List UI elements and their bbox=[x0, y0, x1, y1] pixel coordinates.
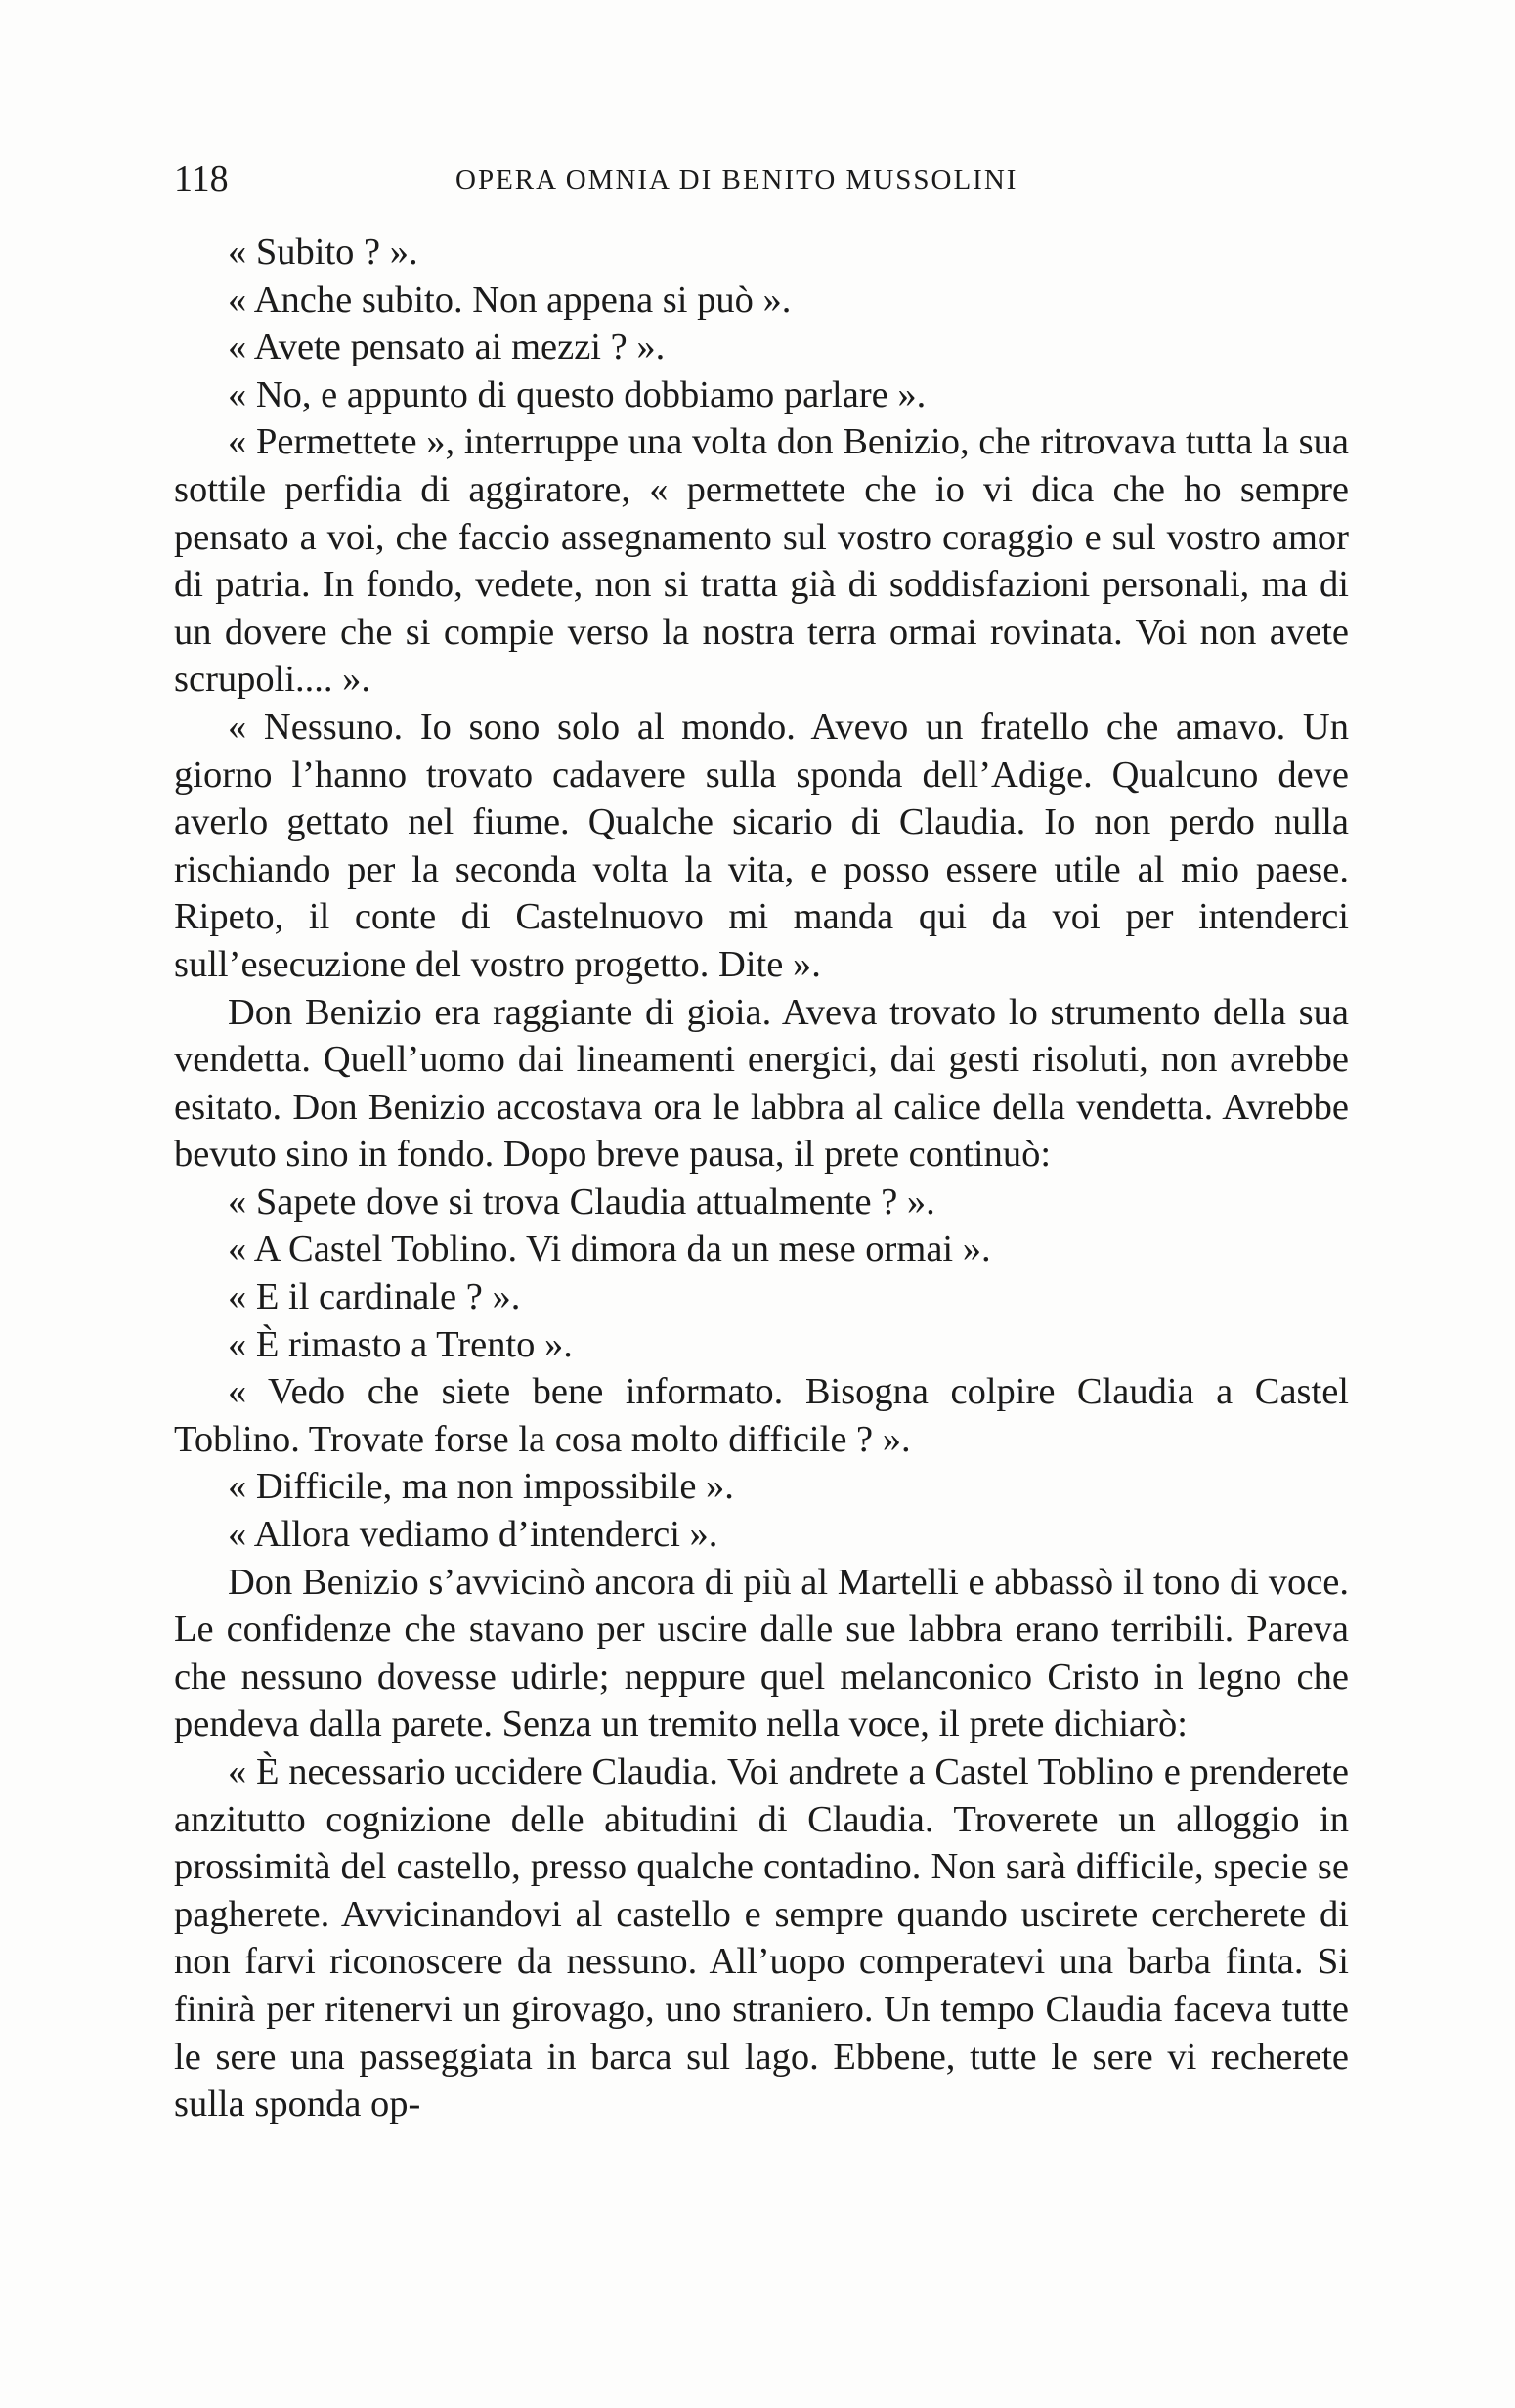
paragraph: « È rimasto a Trento ». bbox=[228, 1323, 573, 1365]
paragraph: « Vedo che siete bene informato. Bisogna colpire Claudia a Castel Toblino. Trovate forse la cosa molto difficile ? ». bbox=[174, 1371, 1349, 1460]
paragraph: « Nessuno. Io sono solo al mondo. Avevo un fratello che amavo. Un giorno l’hanno trovato cadavere sulla sponda dell’Adige. Qualcuno deve averlo gettato nel fiume. Qualche sicario di Claudia. Io non perdo nulla rischiando per la seconda volta la vita, e posso essere utile al mio paese. Ripeto, il conte di Castelnuovo mi manda qui da voi per intenderci sull’esecuzione del vostro progetto. Dite ». bbox=[174, 706, 1349, 985]
running-title: OPERA OMNIA DI BENITO MUSSOLINI bbox=[455, 164, 1018, 195]
paragraph: « Anche subito. Non appena si può ». bbox=[228, 279, 792, 321]
paragraph: « A Castel Toblino. Vi dimora da un mese ormai ». bbox=[228, 1228, 991, 1270]
page-header bbox=[174, 154, 1347, 203]
paragraph: « Avete pensato ai mezzi ? ». bbox=[228, 326, 666, 368]
paragraph: « È necessario uccidere Claudia. Voi andrete a Castel Toblino e prenderete anzitutto cognizione delle abitudini di Claudia. Troverete un alloggio in prossimità del castello, presso qualche contadino. Non sarà difficile, specie se pagherete. Avvicinandovi al castello e sempre quando uscirete cercherete di non farvi riconoscere da nessuno. All’uopo comperatevi una barba finta. Si finirà per ritenervi un girovago, uno straniero. Un tempo Claudia faceva tutte le sere una passeggiata in barca sul lago. Ebbene, tutte le sere vi recherete sulla sponda op- bbox=[174, 1751, 1349, 2126]
paragraph: « Sapete dove si trova Claudia attualmente ? ». bbox=[228, 1181, 935, 1223]
paragraph: « No, e appunto di questo dobbiamo parlare ». bbox=[228, 373, 927, 415]
paragraph: « Allora vediamo d’intenderci ». bbox=[228, 1514, 718, 1556]
paragraph: « E il cardinale ? ». bbox=[228, 1276, 521, 1318]
paragraph: « Difficile, ma non impossibile ». bbox=[228, 1466, 734, 1508]
paragraph: « Permettete », interruppe una volta don Benizio, che ritrovava tutta la sua sottile perfidia di aggiratore, « permettete che io vi dica che ho sempre pensato a voi, che faccio assegnamento sul vostro coraggio e sul vostro amor di patria. In fondo, vedete, non si tratta già di soddisfazioni personali, ma di un dovere che si compie verso la nostra terra ormai rovinata. Voi non avete scrupoli.... ». bbox=[174, 421, 1349, 701]
page-number: 118 bbox=[174, 158, 229, 199]
paragraph: Don Benizio s’avvicinò ancora di più al Martelli e abbassò il tono di voce. Le confidenze che stavano per uscire dalle sue labbra erano terribili. Pareva che nessuno dovesse udirle; neppure quel melanconico Cristo in legno che pendeva dalla parete. Senza un tremito nella voce, il prete dichiarò: bbox=[174, 1561, 1349, 1745]
body-text bbox=[174, 229, 1349, 2128]
paragraph: Don Benizio era raggiante di gioia. Aveva trovato lo strumento della sua vendetta. Quell’uomo dai lineamenti energici, dai gesti risoluti, non avrebbe esitato. Don Benizio accostava ora le labbra al calice della vendetta. Avrebbe bevuto sino in fondo. Dopo breve pausa, il prete continuò: bbox=[174, 991, 1349, 1176]
paragraph: « Subito ? ». bbox=[228, 232, 418, 273]
